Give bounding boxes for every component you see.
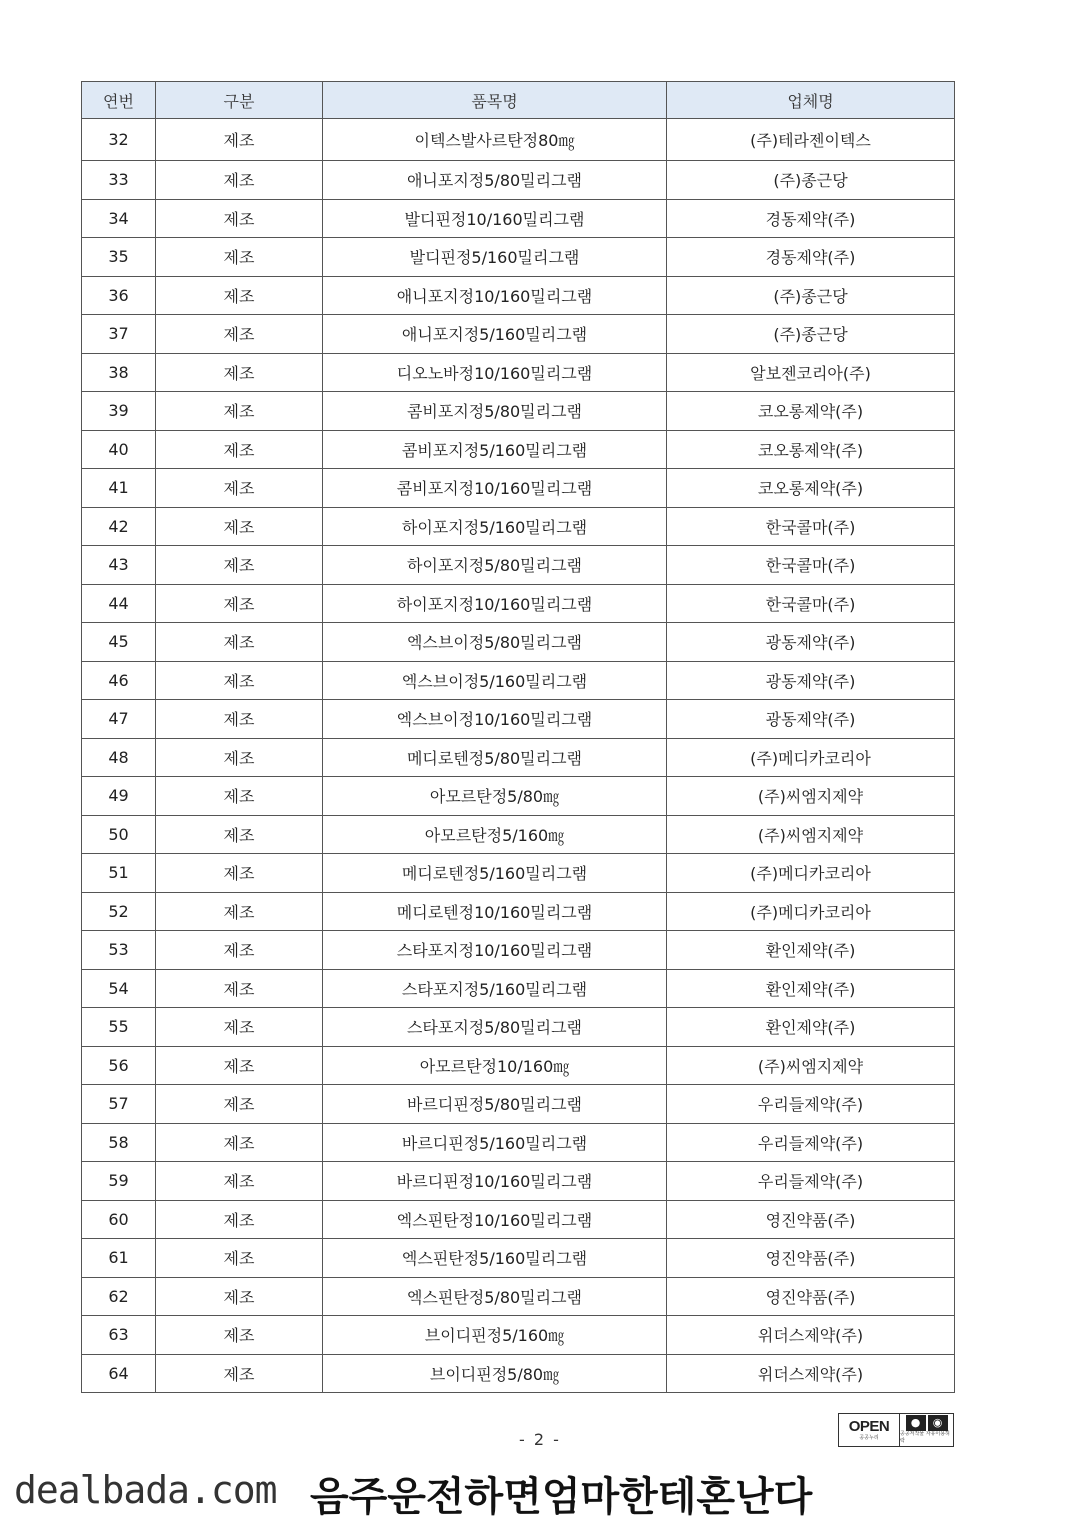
cell-company-name: 경동제약(주)	[667, 238, 955, 277]
cell-company-name: (주)씨엠지제약	[667, 1046, 955, 1085]
cell-serial: 60	[82, 1200, 156, 1239]
table-row	[82, 1277, 955, 1316]
attribution-icon: ●	[906, 1415, 926, 1431]
cell-category: 제조	[156, 1277, 323, 1316]
cell-company-name: 코오롱제약(주)	[667, 430, 955, 469]
table-body	[82, 119, 955, 1393]
cell-product-name: 바르디핀정10/160밀리그램	[323, 1162, 667, 1201]
table-row	[82, 353, 955, 392]
table-row	[82, 623, 955, 662]
cell-product-name: 엑스핀탄정10/160밀리그램	[323, 1200, 667, 1239]
cell-category: 제조	[156, 584, 323, 623]
table-row	[82, 931, 955, 970]
table-row	[82, 1046, 955, 1085]
cell-serial: 56	[82, 1046, 156, 1085]
cell-company-name: (주)종근당	[667, 315, 955, 354]
cell-company-name: 광동제약(주)	[667, 623, 955, 662]
cell-product-name: 아모르탄정5/160㎎	[323, 815, 667, 854]
table-row	[82, 392, 955, 431]
cell-product-name: 애니포지정5/80밀리그램	[323, 161, 667, 200]
table-row	[82, 119, 955, 161]
cell-serial: 37	[82, 315, 156, 354]
cell-category: 제조	[156, 777, 323, 816]
cell-category: 제조	[156, 1008, 323, 1047]
cell-category: 제조	[156, 1200, 323, 1239]
cell-serial: 32	[82, 119, 156, 161]
cell-company-name: 우리들제약(주)	[667, 1162, 955, 1201]
cell-serial: 51	[82, 854, 156, 893]
cell-category: 제조	[156, 1085, 323, 1124]
cell-product-name: 아모르탄정5/80㎎	[323, 777, 667, 816]
cell-category: 제조	[156, 1316, 323, 1355]
table-row	[82, 1239, 955, 1278]
cell-product-name: 콤비포지정5/80밀리그램	[323, 392, 667, 431]
cell-product-name: 스타포지정5/160밀리그램	[323, 969, 667, 1008]
cell-product-name: 하이포지정5/160밀리그램	[323, 507, 667, 546]
cell-category: 제조	[156, 238, 323, 277]
watermark-message: 음주운전하면엄마한테혼난다	[310, 1474, 813, 1520]
cell-company-name: (주)메디카코리아	[667, 738, 955, 777]
table-row	[82, 161, 955, 200]
table-row	[82, 815, 955, 854]
commercial-use-icon: ◉	[928, 1415, 948, 1431]
cell-company-name: 광동제약(주)	[667, 661, 955, 700]
cell-company-name: (주)메디카코리아	[667, 892, 955, 931]
cell-serial: 34	[82, 199, 156, 238]
page-number: - 2 -	[519, 1430, 561, 1449]
cell-serial: 48	[82, 738, 156, 777]
cell-category: 제조	[156, 315, 323, 354]
table-header-row	[82, 82, 955, 119]
table-row	[82, 1200, 955, 1239]
cell-category: 제조	[156, 969, 323, 1008]
cell-company-name: (주)메디카코리아	[667, 854, 955, 893]
cell-category: 제조	[156, 507, 323, 546]
cell-serial: 46	[82, 661, 156, 700]
cell-category: 제조	[156, 815, 323, 854]
cell-category: 제조	[156, 353, 323, 392]
cell-serial: 54	[82, 969, 156, 1008]
cell-product-name: 발디핀정10/160밀리그램	[323, 199, 667, 238]
cell-product-name: 애니포지정10/160밀리그램	[323, 276, 667, 315]
table-row	[82, 199, 955, 238]
table-row	[82, 507, 955, 546]
cell-product-name: 브이디핀정5/80㎎	[323, 1354, 667, 1393]
cell-category: 제조	[156, 1239, 323, 1278]
cell-serial: 45	[82, 623, 156, 662]
header-company-name: 업체명	[667, 82, 955, 119]
cell-company-name: 영진약품(주)	[667, 1200, 955, 1239]
cell-product-name: 바르디핀정5/80밀리그램	[323, 1085, 667, 1124]
cell-company-name: 위더스제약(주)	[667, 1316, 955, 1355]
table-row	[82, 430, 955, 469]
cell-serial: 61	[82, 1239, 156, 1278]
cell-company-name: (주)씨엠지제약	[667, 777, 955, 816]
header-category: 구분	[156, 82, 323, 119]
table-row	[82, 969, 955, 1008]
cell-product-name: 스타포지정10/160밀리그램	[323, 931, 667, 970]
cell-product-name: 이텍스발사르탄정80㎎	[323, 119, 667, 161]
cell-company-name: 한국콜마(주)	[667, 584, 955, 623]
cell-category: 제조	[156, 392, 323, 431]
cell-company-name: 환인제약(주)	[667, 1008, 955, 1047]
cell-company-name: 우리들제약(주)	[667, 1085, 955, 1124]
table-row	[82, 661, 955, 700]
cell-company-name: 위더스제약(주)	[667, 1354, 955, 1393]
cell-product-name: 엑스핀탄정5/160밀리그램	[323, 1239, 667, 1278]
cell-serial: 42	[82, 507, 156, 546]
cell-serial: 52	[82, 892, 156, 931]
cell-serial: 35	[82, 238, 156, 277]
cell-category: 제조	[156, 161, 323, 200]
table-row	[82, 546, 955, 585]
table-row	[82, 469, 955, 508]
cell-company-name: (주)테라젠이텍스	[667, 119, 955, 161]
table-row	[82, 1008, 955, 1047]
table-row	[82, 315, 955, 354]
cell-category: 제조	[156, 1162, 323, 1201]
header-serial: 연번	[82, 82, 156, 119]
cell-product-name: 메디로텐정5/160밀리그램	[323, 854, 667, 893]
cell-product-name: 하이포지정5/80밀리그램	[323, 546, 667, 585]
cell-company-name: 광동제약(주)	[667, 700, 955, 739]
cell-company-name: 영진약품(주)	[667, 1277, 955, 1316]
cell-category: 제조	[156, 430, 323, 469]
cell-company-name: 코오롱제약(주)	[667, 392, 955, 431]
drug-list-table	[81, 81, 955, 1393]
table-row	[82, 276, 955, 315]
open-logo-word: OPEN	[848, 1417, 890, 1435]
cell-serial: 44	[82, 584, 156, 623]
cell-company-name: 경동제약(주)	[667, 199, 955, 238]
cell-serial: 58	[82, 1123, 156, 1162]
cell-company-name: 영진약품(주)	[667, 1239, 955, 1278]
cell-category: 제조	[156, 119, 323, 161]
cell-product-name: 콤비포지정10/160밀리그램	[323, 469, 667, 508]
cell-category: 제조	[156, 469, 323, 508]
table-row	[82, 1316, 955, 1355]
cell-category: 제조	[156, 1046, 323, 1085]
cell-serial: 57	[82, 1085, 156, 1124]
cell-product-name: 스타포지정5/80밀리그램	[323, 1008, 667, 1047]
cell-serial: 62	[82, 1277, 156, 1316]
cell-company-name: 한국콜마(주)	[667, 507, 955, 546]
table-row	[82, 777, 955, 816]
cell-company-name: 알보젠코리아(주)	[667, 353, 955, 392]
cell-category: 제조	[156, 854, 323, 893]
table-row	[82, 1085, 955, 1124]
cell-company-name: 코오롱제약(주)	[667, 469, 955, 508]
cell-serial: 63	[82, 1316, 156, 1355]
cell-serial: 39	[82, 392, 156, 431]
cell-serial: 50	[82, 815, 156, 854]
table-row	[82, 1354, 955, 1393]
cell-category: 제조	[156, 892, 323, 931]
cell-company-name: 우리들제약(주)	[667, 1123, 955, 1162]
cell-product-name: 발디핀정5/160밀리그램	[323, 238, 667, 277]
cell-product-name: 애니포지정5/160밀리그램	[323, 315, 667, 354]
cell-product-name: 엑스브이정10/160밀리그램	[323, 700, 667, 739]
license-type-badge	[899, 1414, 953, 1446]
open-logo	[839, 1414, 899, 1446]
cell-company-name: (주)종근당	[667, 276, 955, 315]
cell-product-name: 아모르탄정10/160㎎	[323, 1046, 667, 1085]
cell-serial: 59	[82, 1162, 156, 1201]
header-product-name: 품목명	[323, 82, 667, 119]
cell-serial: 55	[82, 1008, 156, 1047]
cell-category: 제조	[156, 931, 323, 970]
watermark-site: dealbada.com	[14, 1468, 277, 1512]
cell-serial: 40	[82, 430, 156, 469]
table-row	[82, 892, 955, 931]
license-type-caption: 공공저작물 자유이용허락	[900, 1431, 950, 1444]
cell-product-name: 메디로텐정10/160밀리그램	[323, 892, 667, 931]
cell-product-name: 메디로텐정5/80밀리그램	[323, 738, 667, 777]
cell-category: 제조	[156, 1123, 323, 1162]
cell-category: 제조	[156, 738, 323, 777]
open-logo-caption: 공공누리	[859, 1434, 879, 1441]
cell-product-name: 디오노바정10/160밀리그램	[323, 353, 667, 392]
cell-product-name: 엑스브이정5/80밀리그램	[323, 623, 667, 662]
cell-serial: 49	[82, 777, 156, 816]
cell-product-name: 엑스핀탄정5/80밀리그램	[323, 1277, 667, 1316]
cell-serial: 64	[82, 1354, 156, 1393]
table-row	[82, 238, 955, 277]
cell-serial: 53	[82, 931, 156, 970]
cell-product-name: 하이포지정10/160밀리그램	[323, 584, 667, 623]
cell-serial: 43	[82, 546, 156, 585]
cell-category: 제조	[156, 623, 323, 662]
cell-company-name: (주)종근당	[667, 161, 955, 200]
cell-product-name: 브이디핀정5/160㎎	[323, 1316, 667, 1355]
table-row	[82, 584, 955, 623]
cell-serial: 38	[82, 353, 156, 392]
table-row	[82, 700, 955, 739]
cell-company-name: 환인제약(주)	[667, 931, 955, 970]
cell-serial: 36	[82, 276, 156, 315]
cell-category: 제조	[156, 661, 323, 700]
cell-category: 제조	[156, 700, 323, 739]
cell-product-name: 콤비포지정5/160밀리그램	[323, 430, 667, 469]
table-row	[82, 1123, 955, 1162]
table-row	[82, 854, 955, 893]
cell-company-name: 한국콜마(주)	[667, 546, 955, 585]
cell-category: 제조	[156, 546, 323, 585]
cell-serial: 33	[82, 161, 156, 200]
table-row	[82, 738, 955, 777]
cell-category: 제조	[156, 1354, 323, 1393]
cell-serial: 41	[82, 469, 156, 508]
cell-company-name: 환인제약(주)	[667, 969, 955, 1008]
cell-category: 제조	[156, 276, 323, 315]
table-row	[82, 1162, 955, 1201]
cell-category: 제조	[156, 199, 323, 238]
cell-serial: 47	[82, 700, 156, 739]
cell-product-name: 바르디핀정5/160밀리그램	[323, 1123, 667, 1162]
cell-company-name: (주)씨엠지제약	[667, 815, 955, 854]
cell-product-name: 엑스브이정5/160밀리그램	[323, 661, 667, 700]
open-license-mark	[838, 1413, 954, 1447]
